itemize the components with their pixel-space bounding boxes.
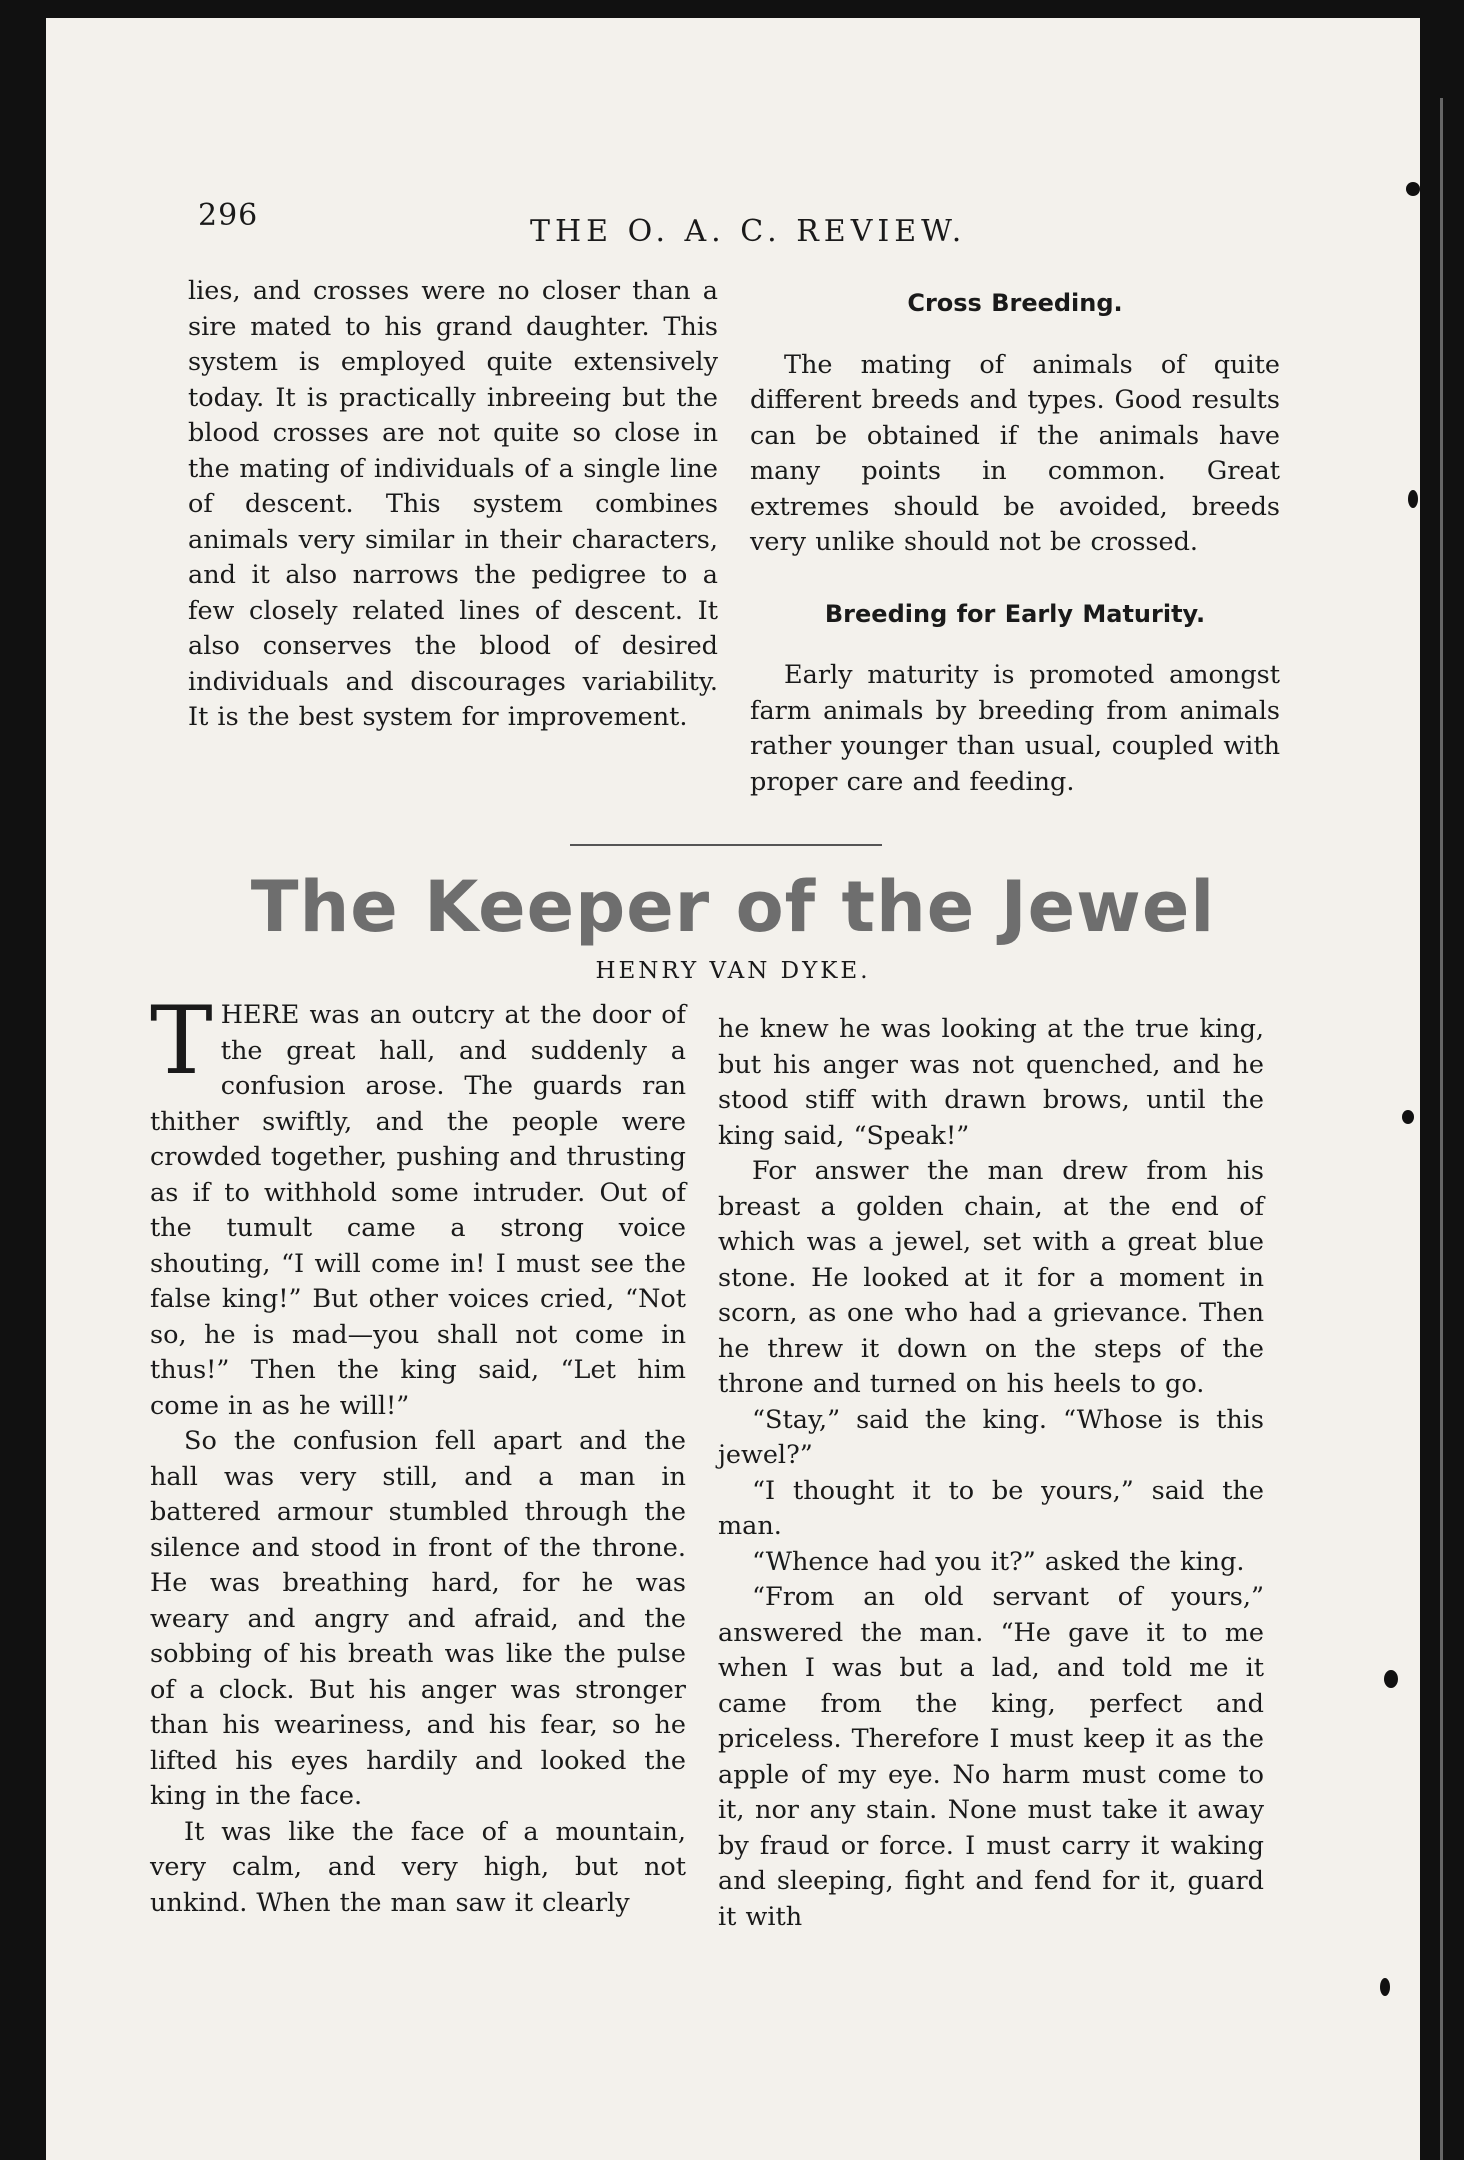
continued-paragraph: lies, and crosses were no closer than a sire mated to his grand daughter. This system is employed quite extensively today. It is practically inbreeing but the blood crosses are not quite so close in the mating of individuals of a single line of descent. This system combines animals very similar in their characters, and it also narrows the pedigree to a few closely related lines of descent. It also conserves the blood of desired individuals and discourages variability. It is the best system for improvement. (188, 276, 718, 732)
story-left-column (150, 987, 686, 1921)
story-paragraph: It was like the face of a mountain, very calm, and very high, but not unkind. When the man saw it clearly (150, 1816, 686, 1918)
cross-breeding-heading: Cross Breeding. (907, 289, 1123, 317)
story-paragraph: For answer the man drew from his breast a golden chain, at the end of which was a jewel, set with a great blue stone. He looked at it for a moment in scorn, as one who had a grievance. Then he threw it down on the steps of the throne and turned on his heels to go. (718, 1156, 1264, 1399)
top-right-column (750, 286, 1280, 800)
paper-sheet (46, 18, 1420, 2160)
drop-cap: T (150, 987, 213, 1096)
early-maturity-paragraph: Early maturity is promoted amongst farm animals by breeding from animals rather younger than usual, coupled with proper care and feeding. (750, 660, 1280, 797)
section-gap (750, 561, 1280, 597)
top-left-column (188, 274, 718, 736)
early-maturity-heading: Breeding for Early Maturity. (824, 599, 1206, 628)
story-paragraph: So the confusion fell apart and the hall was very still, and a man in battered armour stumbled through the silence and stood in front of the throne. He was breathing hard, for he was weary and angry and afraid, and the sobbing of his breath was like the pulse of a clock. But his anger was stronger than his weariness, and his fear, so he lifted his eyes hardily and looked the king in the face. (150, 1426, 686, 1811)
story-paragraph: “Stay,” said the king. “Whose is this jewel?” (718, 1404, 1264, 1470)
story-paragraph (150, 987, 686, 1424)
story-paragraph: he knew he was looking at the true king, but his anger was not quenched, and he stood stiff with drawn brows, until the king said, “Speak!” (718, 1014, 1264, 1151)
article-author: HENRY VAN DYKE. (595, 958, 871, 984)
page-number: 296 (198, 198, 259, 233)
article-title: The Keeper of the Jewel (250, 866, 1216, 948)
page-content (46, 18, 1420, 2160)
page-edge-line (1440, 98, 1443, 2160)
section-divider (570, 844, 882, 846)
story-right-column (718, 1012, 1264, 1935)
story-paragraph: “I thought it to be yours,” said the man. (718, 1475, 1264, 1541)
cross-breeding-paragraph: The mating of animals of quite different breeds and types. Good results can be obtained if the animals have many points in common. Great extremes should be avoided, breeds very unlike should not be crossed. (750, 349, 1280, 557)
story-paragraph: “Whence had you it?” asked the king. (752, 1546, 1245, 1577)
running-head: THE O. A. C. REVIEW. (530, 214, 967, 249)
story-paragraph-text: HERE was an outcry at the door of the great hall, and suddenly a confusion arose. The guards ran thither swiftly, and the people were crowded together, pushing and thrusting as if to withhold some intruder. Out of the tumult came a strong voice shouting, “I will come in! I must see the false king!” But other voices cried, “Not so, he is mad—you shall not come in thus!” Then the king said, “Let him come in as he will!” (150, 1000, 686, 1421)
story-paragraph: “From an old servant of yours,” answered the man. “He gave it to me when I was but a lad, and told me it came from the king, perfect and priceless. Therefore I must keep it as the apple of my eye. No harm must come to it, nor any stain. None must take it away by fraud or force. I must carry it waking and sleeping, fight and fend for it, guard it with (718, 1582, 1264, 1932)
